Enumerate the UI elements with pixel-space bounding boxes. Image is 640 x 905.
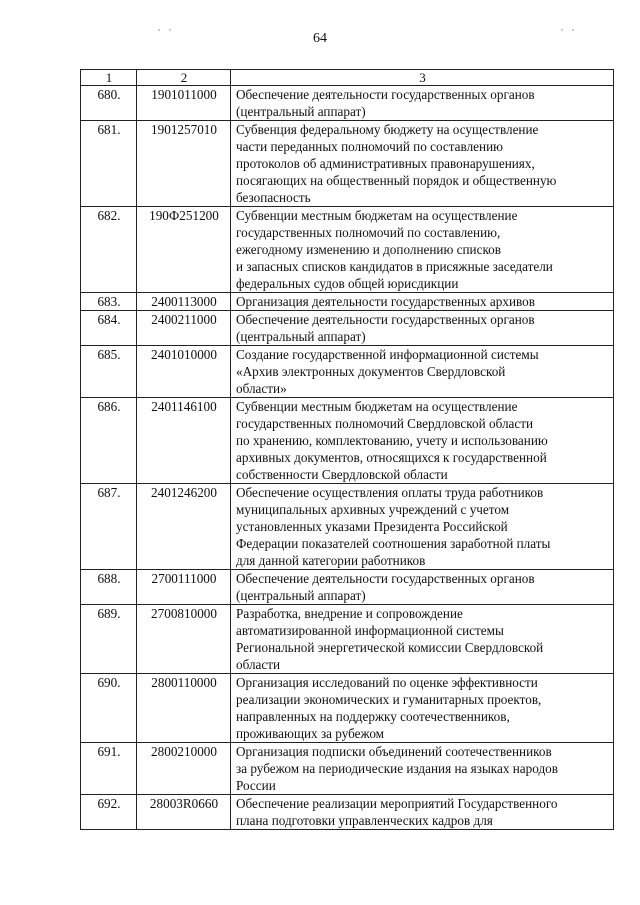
budget-code: 2400211000 (137, 311, 231, 346)
budget-codes-table (80, 69, 614, 830)
description-line: области (236, 657, 281, 672)
description-line: Обеспечение деятельности государственных органов (236, 571, 535, 586)
budget-code: 1901011000 (137, 86, 231, 121)
description-line: собственности Свердловской области (236, 467, 448, 482)
budget-code: 190Ф251200 (137, 207, 231, 293)
row-number: 687. (81, 484, 137, 570)
table-row (81, 293, 614, 311)
description-line: Обеспечение деятельности государственных органов (236, 87, 535, 102)
budget-code: 2800110000 (137, 674, 231, 743)
row-description (231, 293, 614, 311)
row-description (231, 743, 614, 795)
row-number: 690. (81, 674, 137, 743)
description-line: Федерации показателей соотношения заработной платы (236, 536, 551, 551)
description-line: области» (236, 381, 287, 396)
description-line: и запасных списков кандидатов в присяжные заседатели (236, 259, 553, 274)
row-number: 686. (81, 398, 137, 484)
table-row (81, 484, 614, 570)
description-line: Региональной энергетической комиссии Свердловской (236, 640, 544, 655)
table-row (81, 570, 614, 605)
row-number: 681. (81, 121, 137, 207)
row-description (231, 311, 614, 346)
row-number: 691. (81, 743, 137, 795)
row-description (231, 795, 614, 830)
description-line: по хранению, комплектованию, учету и использованию (236, 433, 548, 448)
column-header-description: 3 (231, 70, 614, 86)
description-line: для данной категории работников (236, 553, 426, 568)
column-header-code: 2 (137, 70, 231, 86)
scan-mark-left: ˙ ˙ (157, 26, 174, 40)
row-description (231, 674, 614, 743)
description-line: направленных на поддержку соотечественников, (236, 709, 510, 724)
description-line: Организация деятельности государственных архивов (236, 294, 535, 309)
description-line: «Архив электронных документов Свердловской (236, 364, 506, 379)
description-line: муниципальных архивных учреждений с учетом (236, 502, 510, 517)
row-number: 684. (81, 311, 137, 346)
table-row (81, 121, 614, 207)
description-line: за рубежом на периодические издания на языках народов (236, 761, 558, 776)
row-number: 683. (81, 293, 137, 311)
description-line: реализации экономических и гуманитарных проектов, (236, 692, 542, 707)
row-description (231, 605, 614, 674)
table-row (81, 398, 614, 484)
description-line: протоколов об административных правонарушениях, (236, 156, 535, 171)
description-line: (центральный аппарат) (236, 588, 366, 603)
budget-code: 2700111000 (137, 570, 231, 605)
description-line: России (236, 778, 276, 793)
budget-code: 2700810000 (137, 605, 231, 674)
description-line: (центральный аппарат) (236, 104, 366, 119)
table-row (81, 795, 614, 830)
budget-code: 28003R0660 (137, 795, 231, 830)
description-line: архивных документов, относящихся к государственной (236, 450, 547, 465)
table-row (81, 311, 614, 346)
description-line: Обеспечение осуществления оплаты труда работников (236, 485, 544, 500)
row-number: 682. (81, 207, 137, 293)
table-row (81, 674, 614, 743)
scan-mark-right: ˙ ˙ (560, 26, 577, 40)
page-number: 64 (313, 31, 327, 46)
table-row (81, 605, 614, 674)
row-description (231, 346, 614, 398)
budget-code: 1901257010 (137, 121, 231, 207)
description-line: государственных полномочий Свердловской области (236, 416, 534, 431)
budget-code: 2401146100 (137, 398, 231, 484)
table-row (81, 743, 614, 795)
description-line: Создание государственной информационной системы (236, 347, 539, 362)
description-line: (центральный аппарат) (236, 329, 366, 344)
row-description (231, 484, 614, 570)
description-line: Обеспечение деятельности государственных органов (236, 312, 535, 327)
row-description (231, 86, 614, 121)
description-line: Организация исследований по оценке эффективности (236, 675, 538, 690)
budget-code: 2401246200 (137, 484, 231, 570)
column-header-number: 1 (81, 70, 137, 86)
budget-code: 2400113000 (137, 293, 231, 311)
table-row (81, 207, 614, 293)
description-line: безопасность (236, 190, 311, 205)
description-line: Организация подписки объединений соотечественников (236, 744, 552, 759)
row-description (231, 121, 614, 207)
description-line: Разработка, внедрение и сопровождение (236, 606, 463, 621)
description-line: плана подготовки управленческих кадров для (236, 813, 493, 828)
description-line: проживающих за рубежом (236, 726, 385, 741)
description-line: федеральных судов общей юрисдикции (236, 276, 459, 291)
budget-code: 2800210000 (137, 743, 231, 795)
row-number: 692. (81, 795, 137, 830)
row-number: 680. (81, 86, 137, 121)
row-description (231, 207, 614, 293)
table-body (81, 86, 614, 830)
row-number: 688. (81, 570, 137, 605)
description-line: Субвенции местным бюджетам на осуществление (236, 399, 518, 414)
description-line: посягающих на общественный порядок и общественную (236, 173, 557, 188)
row-number: 685. (81, 346, 137, 398)
description-line: государственных полномочий по составлению, (236, 225, 501, 240)
description-line: Субвенция федеральному бюджету на осуществление (236, 122, 539, 137)
table-row (81, 86, 614, 121)
description-line: ежегодному изменению и дополнению списков (236, 242, 502, 257)
budget-code: 2401010000 (137, 346, 231, 398)
description-line: автоматизированной информационной системы (236, 623, 504, 638)
table-row (81, 346, 614, 398)
row-number: 689. (81, 605, 137, 674)
description-line: части переданных полномочий по составлению (236, 139, 503, 154)
row-description (231, 570, 614, 605)
description-line: Обеспечение реализации мероприятий Государственного (236, 796, 558, 811)
description-line: установленных указами Президента Российской (236, 519, 508, 534)
table-header-row (81, 70, 614, 86)
row-description (231, 398, 614, 484)
description-line: Субвенции местным бюджетам на осуществление (236, 208, 518, 223)
